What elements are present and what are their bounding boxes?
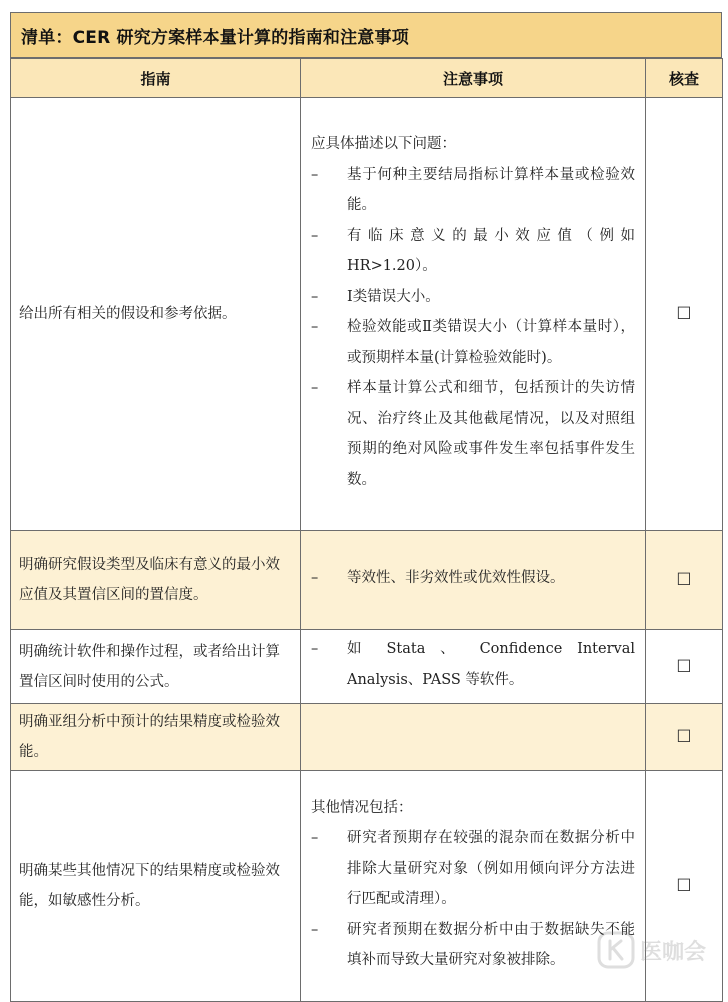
bullet-text: 研究者预期在数据分析中由于数据缺失不能填补而导致大量研究对象被排除。 [347, 921, 635, 968]
bullet-text: Ⅰ类错误大小。 [347, 288, 440, 305]
list-item [311, 282, 635, 313]
bullet-text: 有临床意义的最小效应值（例如HR>1.20）。 [347, 227, 635, 274]
guide-cell: 明确某些其他情况下的结果精度或检验效能，如敏感性分析。 [11, 771, 301, 1002]
checkbox[interactable]: ☐ [646, 98, 723, 531]
dash-marker: – [311, 641, 319, 657]
dash-marker: – [311, 288, 319, 305]
bullet-text: 如 Stata 、 Confidence Interval Analysis、PASS 等软件。 [347, 641, 635, 688]
watermark-text: 医咖会 [639, 939, 706, 965]
notes-cell [301, 531, 646, 630]
header-row [11, 59, 723, 98]
list-item [311, 373, 635, 495]
bullet-text: 检验效能或Ⅱ类错误大小（计算样本量时），或预期样本量(计算检验效能时)。 [347, 319, 635, 366]
checkbox[interactable]: ☐ [646, 771, 723, 1002]
list-item [311, 221, 635, 282]
dash-marker: – [311, 319, 319, 335]
checkbox[interactable]: ☐ [646, 704, 723, 771]
list-item [311, 915, 635, 976]
page-title: 清单：CER 研究方案样本量计算的指南和注意事项 [10, 12, 722, 58]
notes-intro: 其他情况包括： [311, 799, 413, 816]
table-row [11, 98, 723, 531]
guide-cell: 明确亚组分析中预计的结果精度或检验效能。 [11, 704, 301, 771]
dash-marker: – [311, 830, 319, 846]
table-row [11, 630, 723, 704]
list-item [311, 312, 635, 373]
bullet-text: 基于何种主要结局指标计算样本量或检验效能。 [347, 166, 635, 213]
dash-marker: – [311, 380, 319, 396]
checkbox[interactable]: ☐ [646, 630, 723, 704]
watermark [596, 930, 706, 970]
bullet-text: 等效性、非劣效性或优效性假设。 [347, 569, 565, 586]
table-row [11, 704, 723, 771]
dash-marker: – [311, 166, 319, 183]
header-notes: 注意事项 [301, 59, 646, 98]
guide-cell: 明确统计软件和操作过程，或者给出计算置信区间时使用的公式。 [11, 630, 301, 704]
notes-cell [301, 98, 646, 531]
checklist-sheet [10, 12, 722, 1002]
header-check: 核查 [646, 59, 723, 98]
list-item [311, 634, 635, 695]
checklist-table [10, 58, 723, 1002]
header-guide: 指南 [11, 59, 301, 98]
notes-intro: 应具体描述以下问题： [311, 136, 456, 152]
dash-marker: – [311, 227, 319, 244]
guide-cell: 明确研究假设类型及临床有意义的最小效应值及其置信区间的置信度。 [11, 531, 301, 630]
bullet-text: 样本量计算公式和细节，包括预计的失访情况、治疗终止及其他截尾情况，以及对照组预期的绝对风险或事件发生率包括事件发生数。 [347, 380, 635, 488]
list-item [311, 823, 635, 915]
dash-marker: – [311, 921, 319, 938]
dash-marker: – [311, 569, 319, 586]
list-item [311, 160, 635, 221]
notes-cell [301, 771, 646, 1002]
bullet-text: 研究者预期存在较强的混杂而在数据分析中排除大量研究对象（例如用倾向评分方法进行匹配或清理）。 [347, 830, 635, 907]
notes-cell [301, 630, 646, 704]
guide-cell: 给出所有相关的假设和参考依据。 [11, 98, 301, 531]
list-item [311, 563, 635, 594]
yikahui-logo-icon [596, 930, 636, 970]
checkbox[interactable]: ☐ [646, 531, 723, 630]
notes-cell-empty [301, 704, 646, 771]
table-row [11, 531, 723, 630]
